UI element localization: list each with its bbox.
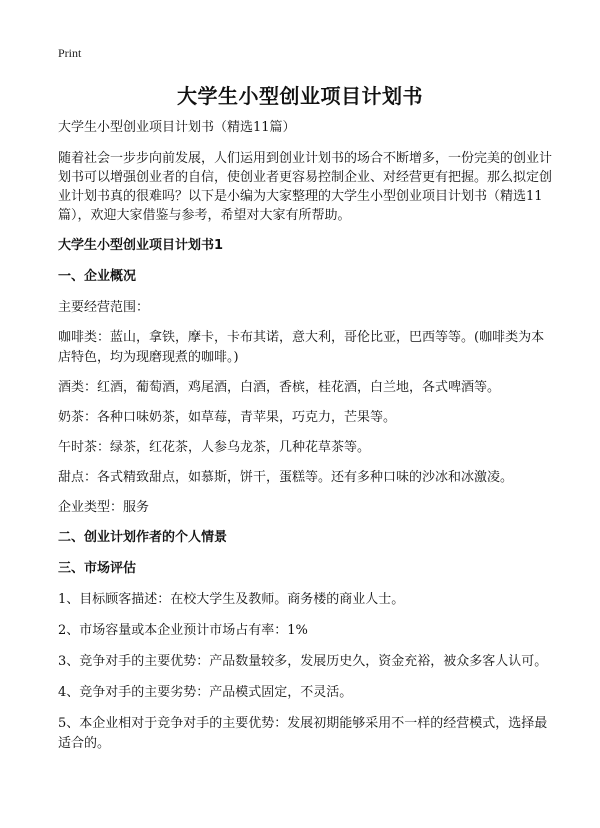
- list-item: 甜点：各式精致甜点，如慕斯，饼干，蛋糕等。还有多种口味的沙冰和冰激凌。: [58, 470, 514, 485]
- list-item: 酒类：红酒，葡萄酒，鸡尾酒，白酒，香槟，桂花酒，白兰地，各式啤酒等。: [58, 380, 501, 395]
- document-subtitle: 大学生小型创业项目计划书（精选11篇）: [58, 120, 296, 135]
- section-heading-author: 二、创业计划作者的个人情景: [58, 530, 228, 545]
- list-item: 1、目标顾客描述：在校大学生及教师。商务楼的商业人士。: [58, 592, 405, 607]
- list-item: 咖啡类：蓝山，拿铁，摩卡，卡布其诺，意大利，哥伦比亚，巴西等等。(咖啡类为本店特色，均为现磨现煮的咖啡。): [58, 330, 545, 365]
- list-item: 4、竞争对手的主要劣势：产品模式固定，不灵活。: [58, 685, 353, 700]
- list-item: 3、竞争对手的主要优势：产品数量较多，发展历史久，资金充裕，被众多客人认可。: [58, 654, 548, 669]
- page-title: 大学生小型创业项目计划书: [177, 84, 423, 108]
- list-item: 2、市场容量或本企业预计市场占有率：1%: [58, 623, 308, 638]
- section-heading-market: 三、市场评估: [58, 561, 137, 576]
- list-item: 午时茶：绿茶，红花茶，人参乌龙茶，几种花草茶等。: [58, 440, 371, 455]
- list-item: 5、本企业相对于竞争对手的主要优势：发展初期能够采用不一样的经营模式，选择最适合的。: [58, 716, 548, 751]
- plan-heading: 大学生小型创业项目计划书1: [58, 238, 224, 253]
- scope-label: 主要经营范围：: [58, 300, 150, 315]
- print-link[interactable]: Print: [58, 46, 82, 60]
- section-heading-overview: 一、企业概况: [58, 269, 137, 284]
- document-body: [58, 118, 553, 765]
- business-type: 企业类型：服务: [58, 500, 150, 515]
- intro-paragraph: 随着社会一步步向前发展，人们运用到创业计划书的场合不断增多，一份完美的创业计划书可以增强创业者的自信，使创业者更容易控制企业、对经营更有把握。那么拟定创业计划书真的很难吗？以下是小编为大家整理的大学生小型创业项目计划书（精选11篇），欢迎大家借鉴与参考，希望对大家有所帮助。: [58, 151, 553, 223]
- list-item: 奶茶：各种口味奶茶，如草莓，青苹果，巧克力，芒果等。: [58, 410, 397, 425]
